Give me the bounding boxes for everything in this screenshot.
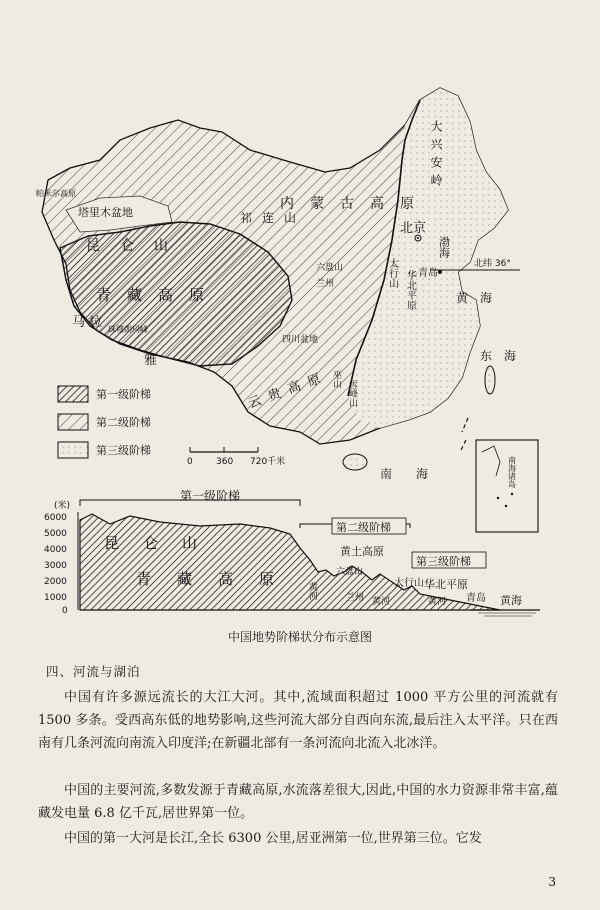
label-mala: 马拉: [72, 315, 107, 330]
label-bohai: 渤海: [437, 236, 451, 258]
label-latitude: 北纬 36°: [474, 259, 511, 269]
label-liupan: 六盘山: [316, 263, 344, 273]
scale-mid: 360: [216, 457, 234, 467]
profile-label-qingdao: 青岛: [466, 593, 486, 604]
label-sichuan: 四川盆地: [282, 335, 319, 345]
profile-title: 第一级阶梯: [180, 489, 241, 503]
label-qingzang: 青藏高原: [96, 286, 221, 304]
profile-second-step: 第二级阶梯: [336, 521, 391, 534]
scale-zero: 0: [187, 457, 193, 467]
taiwan-island: [485, 366, 495, 394]
profile-label-qingzang: 青藏高原: [136, 570, 301, 588]
label-nanhai: 南海: [380, 467, 453, 481]
profile-label-liupan: 六盘山: [336, 567, 364, 577]
figure-caption: 中国地势阶梯状分布示意图: [227, 630, 372, 644]
label-lanzhou: 兰州: [316, 279, 335, 289]
label-pamir: 帕米尔高原: [36, 189, 76, 198]
label-kunlun: 昆仑山: [86, 238, 188, 254]
label-himalaya: 珠穆朗玛峰: [108, 325, 148, 334]
label-huabei: 华北平原: [404, 270, 416, 310]
paragraph-1: 中国有许多源远流长的大江大河。其中,流域面积超过 1000 平方公里的河流就有 1500 多条。受西高东低的地势影响,这些河流大部分自西向东流,最后注入太平洋。只在西南有几条河流向南流入印度洋;在新疆北部有一条河流向北流入北冰洋。: [38, 690, 558, 751]
label-xuefeng: 雪峰山: [347, 380, 357, 407]
label-donghai: 东海: [480, 349, 529, 363]
profile-label-huanghai: 黄海: [500, 594, 522, 607]
profile-label-kunlun: 昆仑山: [104, 534, 222, 552]
label-yungui: 云贵高原: [246, 368, 331, 412]
label-ya: 雅: [144, 353, 158, 368]
legend-third-step: 第三级阶梯: [96, 444, 151, 457]
profile-label-huabei: 华北平原: [424, 578, 468, 591]
label-nanhai-zhudao: 南海诸岛: [507, 456, 517, 488]
profile-y-axis: [44, 512, 78, 616]
profile-label-huanghe1: 黄河: [307, 582, 317, 600]
ytick-2000: 2000: [44, 577, 67, 587]
section-heading: 四、河流与湖泊: [46, 664, 141, 679]
label-daxinganling: 大兴安岭: [429, 120, 443, 192]
scale-end: 720千米: [250, 457, 286, 467]
hainan-island: [343, 454, 367, 470]
label-tarim: 塔里木盆地: [78, 206, 133, 219]
legend-first-step: 第一级阶梯: [96, 388, 151, 401]
label-wushan: 巫山: [331, 370, 341, 388]
legend: [58, 386, 151, 458]
profile-third-step: 第三级阶梯: [416, 555, 471, 568]
label-taihang: 太行山: [386, 258, 398, 288]
profile-unit: (米): [54, 501, 71, 511]
page-number: 3: [548, 875, 556, 889]
label-qilian: 祁连山: [240, 211, 307, 225]
label-huanghai: 黄海: [456, 291, 505, 305]
ytick-3000: 3000: [44, 561, 67, 571]
label-neimenggu: 内蒙古高原: [280, 196, 430, 212]
ytick-4000: 4000: [44, 545, 67, 555]
profile-label-huanghe3: 黄河: [428, 597, 447, 607]
profile-label-taihang: 太行山: [394, 578, 424, 589]
qingdao-marker: [438, 270, 442, 274]
label-beijing: 北京: [400, 221, 427, 236]
legend-second-step: 第二级阶梯: [96, 416, 151, 429]
ytick-5000: 5000: [44, 529, 67, 539]
ytick-6000: 6000: [44, 513, 67, 523]
paragraph-3: 中国的第一大河是长江,全长 6300 公里,居亚洲第一位,世界第三位。它发: [64, 831, 482, 846]
elevation-profile: [44, 488, 540, 616]
profile-label-huanghe2: 黄河: [372, 597, 391, 607]
paragraph-2: 中国的主要河流,多数发源于青藏高原,水流落差很大,因此,中国的水力资源非常丰富,蕴藏发电量 6.8 亿千瓦,居世界第一位。: [38, 783, 558, 821]
label-qingdao: 青岛: [418, 268, 438, 279]
profile-label-lanzhou: 兰州: [346, 593, 365, 603]
ytick-1000: 1000: [44, 593, 67, 603]
scale-bar: [187, 447, 285, 467]
profile-label-huangtu: 黄土高原: [340, 545, 384, 558]
ytick-0: 0: [62, 606, 68, 616]
